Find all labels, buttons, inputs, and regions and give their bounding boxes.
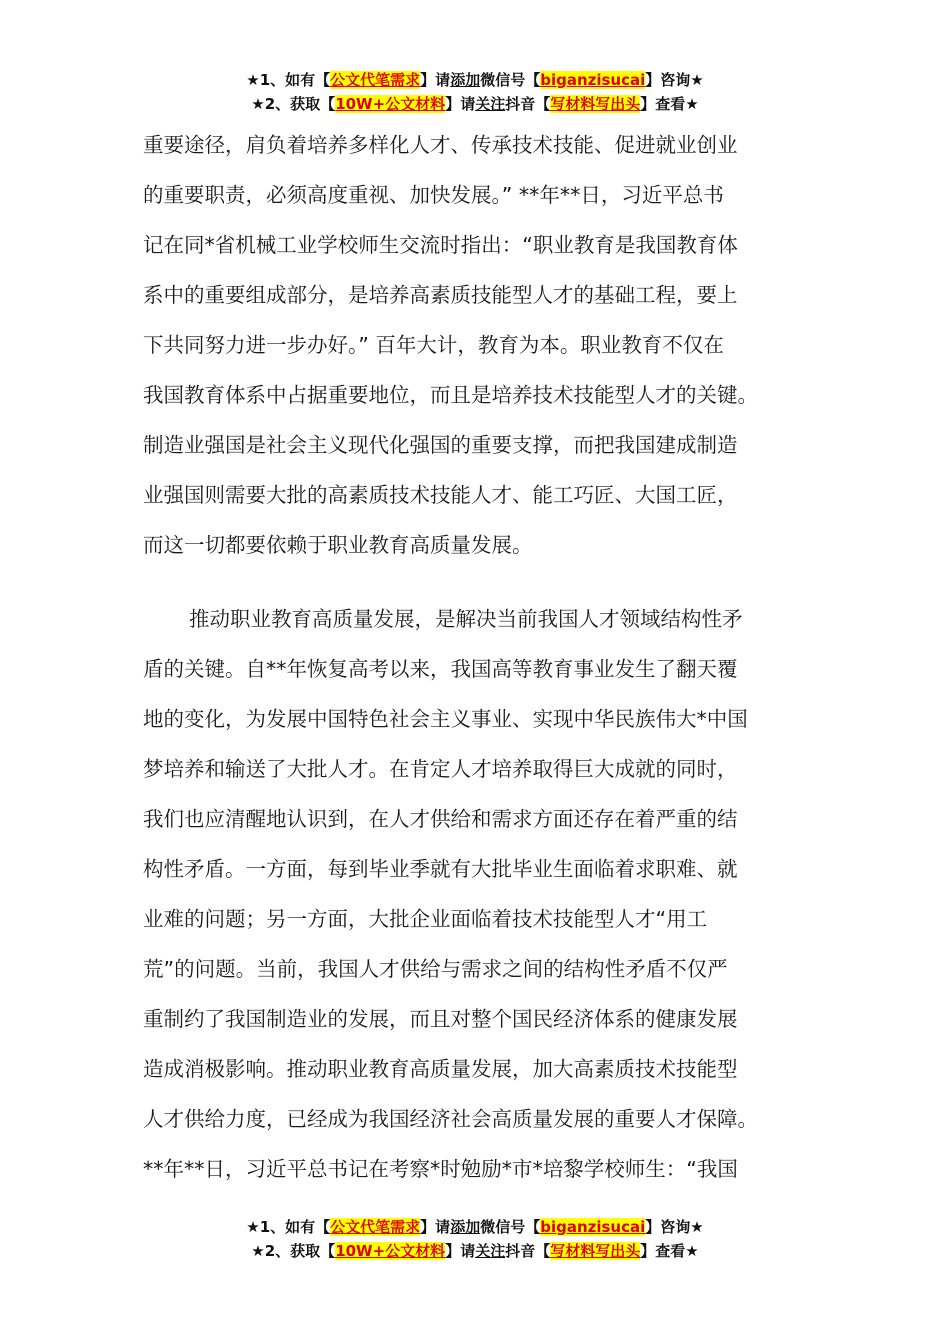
header-line-1	[0, 68, 950, 92]
body-line: **年**日，习近平总书记在考察*时勉励*市*培黎学校师生：“我国	[143, 1157, 738, 1181]
footer-wechat-id: biganzisucai	[540, 1218, 646, 1236]
body-line: 梦培养和输送了大批人才。在肯定人才培养取得巨大成就的同时，	[143, 757, 738, 781]
body-line: 记在同*省机械工业学校师生交流时指出：“职业教育是我国教育体	[143, 233, 738, 257]
header-douyin-account: 写材料写出头	[550, 95, 641, 113]
footer-line-1-suffix: 】咨询★	[645, 1218, 704, 1236]
body-line: 构性矛盾。一方面，每到毕业季就有大批毕业生面临着求职难、就	[143, 857, 738, 881]
footer-line-1-text: 】请	[420, 1218, 451, 1236]
footer-douyin-account: 写材料写出头	[550, 1242, 641, 1260]
footer-line-1-prefix: ★1、如有【	[246, 1218, 331, 1236]
footer-line-2-text: 】请	[445, 1242, 476, 1260]
footer-line-2	[0, 1239, 950, 1263]
body-line: 重制约了我国制造业的发展，而且对整个国民经济体系的健康发展	[143, 1007, 738, 1031]
header-line-1-prefix: ★1、如有【	[246, 71, 331, 89]
body-line: 人才供给力度，已经成为我国经济社会高质量发展的重要人才保障。	[143, 1107, 758, 1131]
footer-line-1	[0, 1215, 950, 1239]
footer-banner	[0, 1215, 950, 1263]
footer-line-2-suffix: 】查看★	[640, 1242, 699, 1260]
footer-underlined-follow: 关注	[475, 1242, 506, 1260]
body-line: 重要途径，肩负着培养多样化人才、传承技术技能、促进就业创业	[143, 133, 738, 157]
header-line-2-text: 】请	[445, 95, 476, 113]
header-line-2	[0, 92, 950, 116]
paragraph-first-line: 推动职业教育高质量发展，是解决当前我国人才领域结构性矛	[189, 607, 743, 631]
footer-underlined-add: 添加	[450, 1218, 481, 1236]
footer-line-2-prefix: ★2、获取【	[251, 1242, 336, 1260]
header-highlight-ghostwriting: 公文代笔需求	[330, 71, 421, 89]
header-line-2-text-2: 抖音【	[505, 95, 551, 113]
body-line: 的重要职责，必须高度重视、加快发展。” **年**日，习近平总书	[143, 183, 724, 207]
footer-highlight-ghostwriting: 公文代笔需求	[330, 1218, 421, 1236]
header-underlined-add: 添加	[450, 71, 481, 89]
header-highlight-materials: 10W+公文材料	[335, 95, 446, 113]
document-body	[143, 120, 843, 1194]
body-line: 我国教育体系中占据重要地位，而且是培养技术技能型人才的关键。	[143, 383, 758, 407]
body-line: 下共同努力进一步办好。” 百年大计，教育为本。职业教育不仅在	[143, 333, 724, 357]
header-line-1-text: 】请	[420, 71, 451, 89]
body-line: 制造业强国是社会主义现代化强国的重要支撑，而把我国建成制造	[143, 433, 738, 457]
footer-line-2-text-2: 抖音【	[505, 1242, 551, 1260]
footer-highlight-materials: 10W+公文材料	[335, 1242, 446, 1260]
body-line: 盾的关键。自**年恢复高考以来，我国高等教育事业发生了翻天覆	[143, 657, 738, 681]
paragraph-gap	[143, 570, 843, 594]
header-line-1-text-2: 微信号【	[480, 71, 541, 89]
header-banner	[0, 68, 950, 116]
body-line: 造成消极影响。推动职业教育高质量发展，加大高素质技术技能型	[143, 1057, 738, 1081]
header-line-1-suffix: 】咨询★	[645, 71, 704, 89]
header-wechat-id: biganzisucai	[540, 71, 646, 89]
header-line-2-prefix: ★2、获取【	[251, 95, 336, 113]
body-line: 业难的问题；另一方面，大批企业面临着技术技能型人才“用工	[143, 907, 708, 931]
body-line: 业强国则需要大批的高素质技术技能人才、能工巧匠、大国工匠，	[143, 483, 738, 507]
header-underlined-follow: 关注	[475, 95, 506, 113]
body-line: 荒”的问题。当前，我国人才供给与需求之间的结构性矛盾不仅严	[143, 957, 728, 981]
header-line-2-suffix: 】查看★	[640, 95, 699, 113]
body-line: 我们也应清醒地认识到，在人才供给和需求方面还存在着严重的结	[143, 807, 738, 831]
footer-line-1-text-2: 微信号【	[480, 1218, 541, 1236]
body-line: 而这一切都要依赖于职业教育高质量发展。	[143, 533, 533, 557]
body-line: 地的变化，为发展中国特色社会主义事业、实现中华民族伟大*中国	[143, 707, 748, 731]
body-line: 系中的重要组成部分，是培养高素质技能型人才的基础工程，要上	[143, 283, 738, 307]
